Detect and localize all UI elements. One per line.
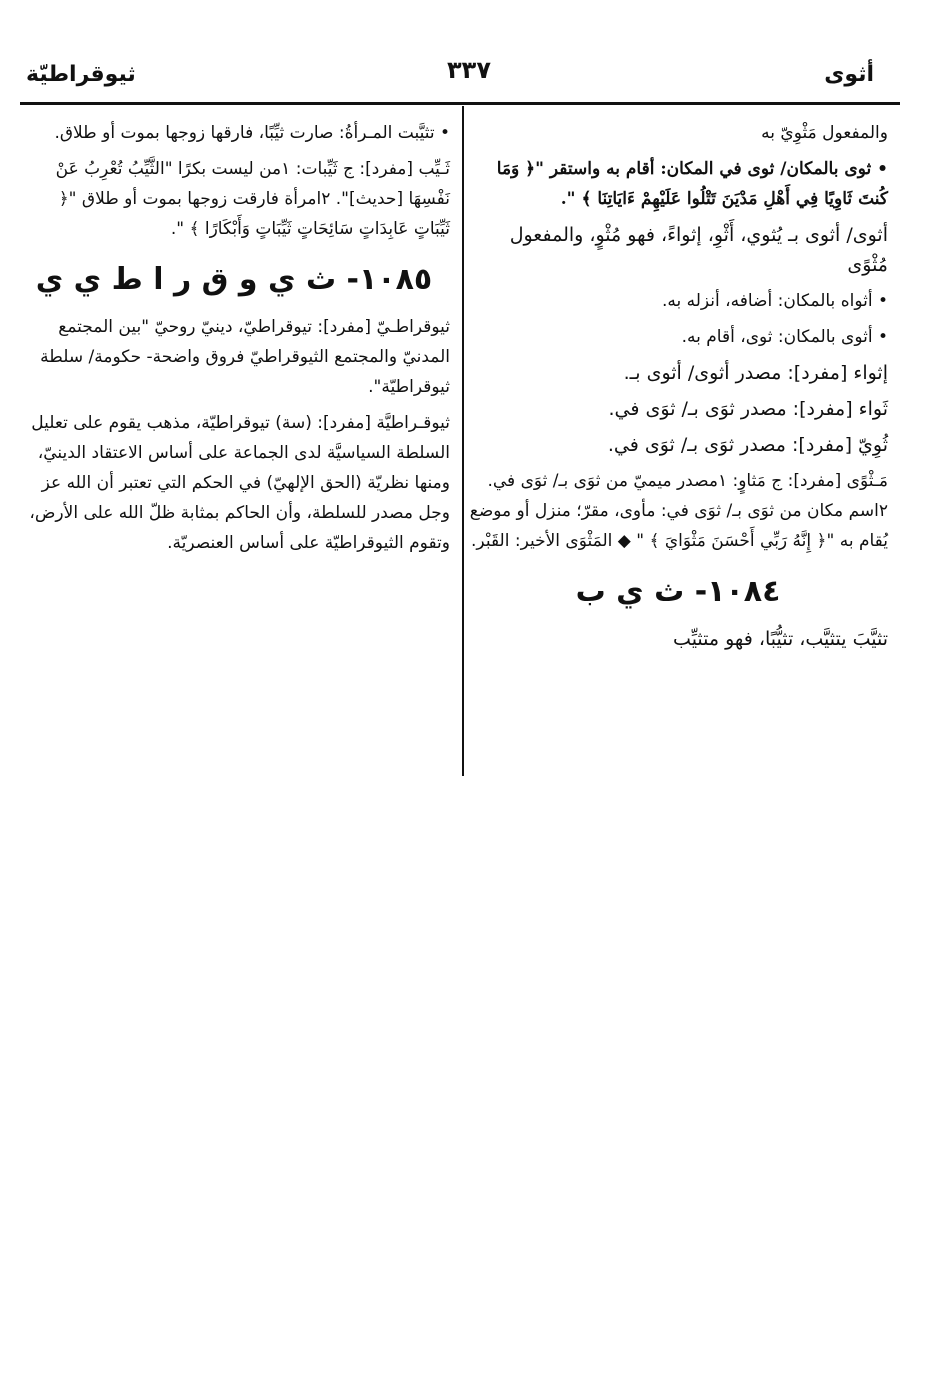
right-column — [468, 118, 888, 660]
text-line: والمفعول مَثْوِيّ به — [761, 123, 888, 143]
word-entry: ثيوقـراطيَّة [مفرد]: (سة) تيوقراطيّة، مذهب يقوم على تعليل السلطة السياسيَّة لدى الجماعة على أساس الاعتقاد الدينيّ، ومنها نظريّة (الحق الإلهيّ) في الحكم التي تعتبر أن الله عز وجل مصدر للسلطة، وأن الحاكم بمثابة ظلّ الله على الأرض، وتقوم الثيوقراطيّة على أساس العنصريّة. — [29, 413, 450, 553]
definition-quran-example: • ثوى بالمكان/ ثوى في المكان: أقام به واستقر "﴿ وَمَا كُنتَ ثَاوِيًا فِي أَهْلِ مَدْيَنَ تَتْلُوا عَلَيْهِمْ ءَايَاتِنَا ﴾ ". — [496, 159, 888, 209]
word-entry: ثَواء [مفرد]: مصدر ثوَى بـ/ ثوَى في. — [608, 398, 888, 420]
page-number: ٣٣٧ — [447, 56, 491, 84]
word-entry: ثَـيِّب [مفرد]: ج ثَيِّبات: ١من ليست بكرًا "الثَّيِّبُ تُعْرِبُ عَنْ نَفْسِهَا [حديث]". ٢امرأة فارقت زوجها بموت أو طلاق "﴿ ثَيِّبَاتٍ عَابِدَاتٍ سَائِحَاتٍ ثَيِّبَاتٍ وَأَبْكَارًا ﴾ ". — [55, 159, 450, 239]
definition-bullet: • أثواه بالمكان: أضافه، أنزله به. — [661, 291, 888, 311]
verb-entry: أثوى/ أثوى بـ يُثوي، أَثْوِ، إثواءً، فهو مُثْوٍ، والمفعول مُثْوًى — [509, 224, 888, 276]
header-left-word: ثيوقراطيّة — [26, 62, 136, 87]
word-entry: مَـثْوًى [مفرد]: ج مَثاوٍ: ١مصدر ميميّ من ثوَى بـ/ ثوَى في. ٢اسم مكان من ثوَى بـ/ ثوَى في: مأوى، مقرّ؛ منزل أو موضع يُقام به "﴿ إِنَّهُ رَبِّي أَحْسَنَ مَثْوَايَ ﴾ " ◆ المَثْوَى الأخير: القَبْر. — [469, 471, 888, 551]
definition-bullet: • تثيَّبت المـرأةُ: صارت ثيِّبًا، فارقها زوجها بموت أو طلاق. — [54, 123, 450, 143]
verb-entry: تثيَّبَ يتثيَّب، تثيُّبًا، فهو متثيِّب — [673, 628, 888, 650]
header-right-word: أثوى — [824, 62, 874, 87]
word-entry: إثواء [مفرد]: مصدر أثوى/ أثوى بـ. — [623, 362, 888, 384]
word-entry: ثيوقراطـيّ [مفرد]: تيوقراطيّ، دينيّ روحيّ "بين المجتمع المدنيّ والمجتمع الثيوقراطيّ فروق واضحة- حكومة/ سلطة ثيوقراطيّة". — [40, 317, 450, 397]
word-entry: ثُوِيّ [مفرد]: مصدر ثوَى بـ/ ثوَى في. — [607, 434, 888, 456]
entry-heading: ١٠٨٥- ث ي و ق ر ا ط ي ي — [35, 262, 433, 297]
header-rule — [20, 102, 900, 105]
left-column — [18, 118, 450, 564]
column-divider — [462, 106, 464, 776]
entry-heading: ١٠٨٤- ث ي ب — [575, 574, 781, 609]
definition-bullet: • أثوى بالمكان: ثوى، أقام به. — [681, 327, 888, 347]
